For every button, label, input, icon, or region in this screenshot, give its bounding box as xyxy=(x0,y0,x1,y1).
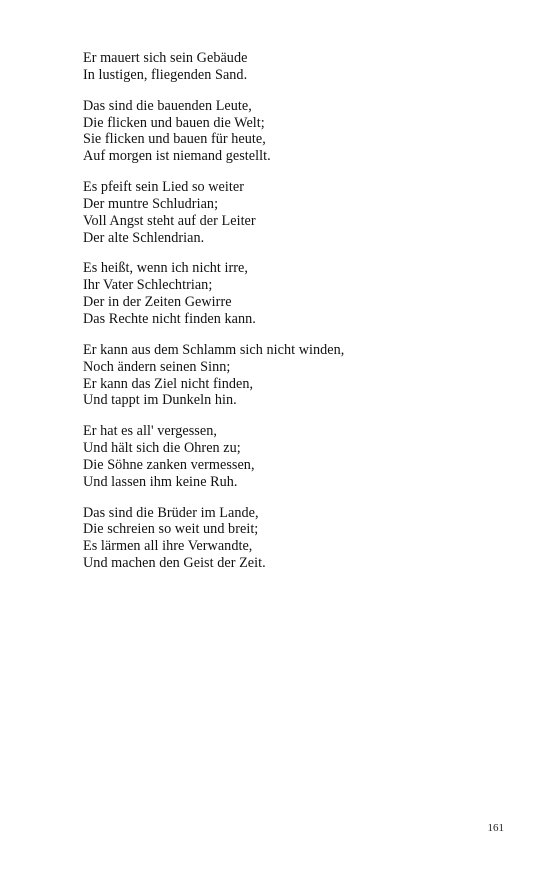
page-number: 161 xyxy=(487,822,504,834)
poem-line: In lustigen, fliegenden Sand. xyxy=(83,66,248,83)
poem-stanza xyxy=(83,98,503,165)
poem-line: Und tappt im Dunkeln hin. xyxy=(83,392,237,409)
poem-line: Die Söhne zanken vermessen, xyxy=(83,456,255,473)
poem-line: Die schreien so weit und breit; xyxy=(83,521,259,538)
poem-line: Das Rechte nicht finden kann. xyxy=(83,310,256,327)
poem-line: Es heißt, wenn ich nicht irre, xyxy=(83,260,249,277)
poem-line: Und lassen ihm keine Ruh. xyxy=(83,473,238,490)
poem-line: Und hält sich die Ohren zu; xyxy=(83,440,241,457)
poem-line: Er kann aus dem Schlamm sich nicht winden, xyxy=(83,341,345,358)
poem-line: Und machen den Geist der Zeit. xyxy=(83,555,266,572)
poem-line: Die flicken und bauen die Welt; xyxy=(83,114,265,131)
poem-line: Er kann das Ziel nicht finden, xyxy=(83,375,254,392)
poem-line: Das sind die bauenden Leute, xyxy=(83,97,252,114)
poem-stanza xyxy=(83,505,503,572)
poem-line: Er mauert sich sein Gebäude xyxy=(83,50,248,66)
poem-stanza xyxy=(83,342,503,409)
poem-line: Ihr Vater Schlechtrian; xyxy=(83,277,213,294)
poem-line: Es lärmen all ihre Verwandte, xyxy=(83,538,253,555)
poem-stanza xyxy=(83,50,503,84)
poem-line: Noch ändern seinen Sinn; xyxy=(83,358,231,375)
poem-stanza xyxy=(83,260,503,327)
poem-line: Auf morgen ist niemand gestellt. xyxy=(83,148,271,165)
poem-line: Er hat es all' vergessen, xyxy=(83,423,217,440)
poem-line: Es pfeift sein Lied so weiter xyxy=(83,179,245,196)
poem-line: Der alte Schlendrian. xyxy=(83,229,205,246)
poem-stanza xyxy=(83,423,503,490)
poem-line: Der muntre Schludrian; xyxy=(83,195,219,212)
poem-line: Sie flicken und bauen für heute, xyxy=(83,131,266,148)
poem-stanza xyxy=(83,179,503,246)
poem-line: Der in der Zeiten Gewirre xyxy=(83,294,232,311)
poem-text xyxy=(83,50,503,586)
poem-line: Das sind die Brüder im Lande, xyxy=(83,504,259,521)
poem-line: Voll Angst steht auf der Leiter xyxy=(83,212,256,229)
